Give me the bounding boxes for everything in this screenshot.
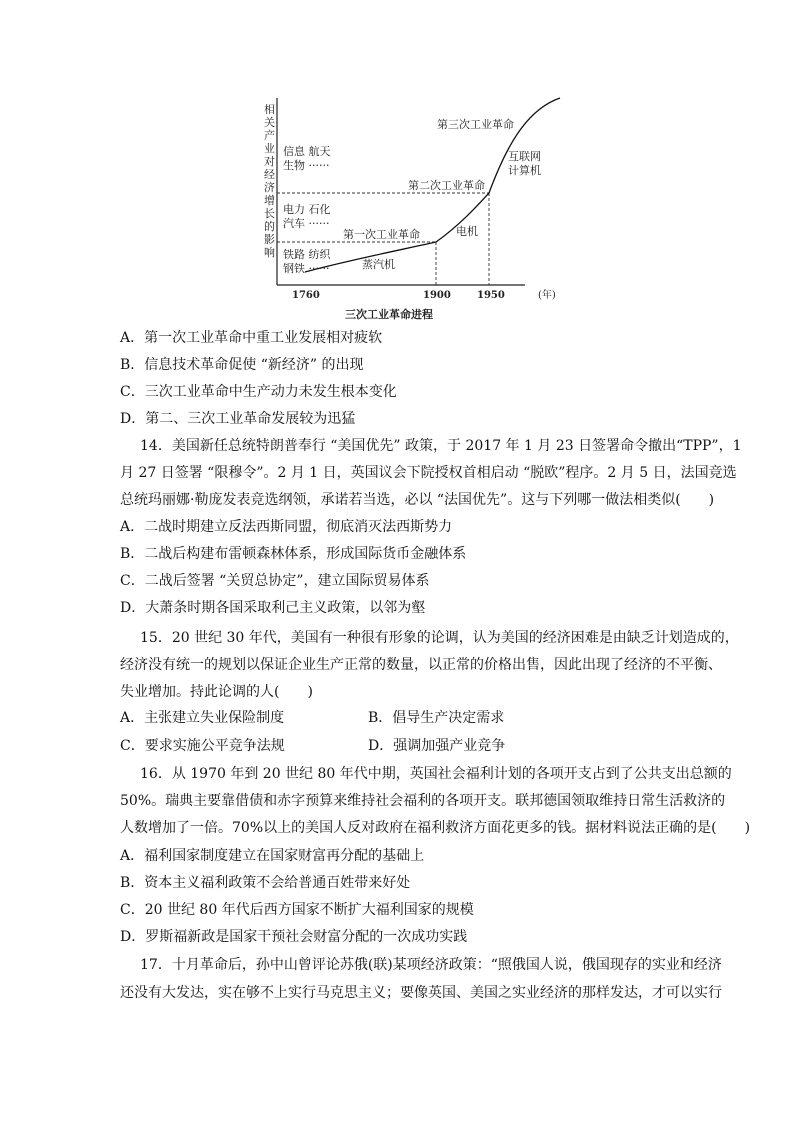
q14-stem-line1: 14．美国新任总统特朗普奉行 “美国优先” 政策，于 2017 年 1 月 23 日签署命令撤出“TPP”，1: [140, 438, 742, 454]
industry-group-1-line2: 生物 ······: [283, 159, 330, 172]
q15-stem-line2: 经济没有统一的规划以保证企业生产正常的数量，以正常的价格出售，因此出现了经济的不平衡、: [120, 657, 722, 673]
figure-caption: 三次工业革命进程: [345, 308, 433, 321]
q16-option-a[interactable]: A．福利国家制度建立在国家财富再分配的基础上: [120, 848, 425, 864]
q15-stem-line1: 15．20 世纪 30 年代，美国有一种很有形象的论调，认为美国的经济困难是由缺乏计划造成的，: [140, 630, 739, 646]
industry-group-3-line1: 铁路 纺织: [283, 248, 331, 261]
q16-stem-line1: 16．从 1970 年到 20 世纪 80 年代中期，英国社会福利计划的各项开支占到了公共支出总额的: [140, 766, 732, 782]
q13-option-a[interactable]: A．第一次工业革命中重工业发展相对疲软: [120, 330, 383, 346]
era-label-internet: 互联网: [508, 150, 541, 163]
q17-stem-line1: 17．十月革命后，孙中山曾评论苏俄(联)某项经济政策：“照俄国人说，俄国现存的实业和经济: [140, 957, 722, 973]
curve-label-second: 第二次工业革命: [408, 179, 485, 192]
q14-option-c[interactable]: C．二战后签署 “关贸总协定”，建立国际贸易体系: [120, 573, 430, 589]
x-tick-1950: 1950: [477, 290, 505, 301]
q14-option-d[interactable]: D．大萧条时期各国采取利己主义政策，以邻为壑: [120, 600, 426, 616]
industry-group-2-line1: 电力 石化: [283, 203, 331, 216]
x-axis-unit: (年): [538, 290, 556, 301]
industrial-revolution-figure: [0, 0, 794, 330]
q14-option-b[interactable]: B．二战后构建布雷顿森林体系，形成国际货币金融体系: [120, 546, 467, 562]
q15-stem-line3: 失业增加。持此论调的人( ): [120, 684, 313, 700]
q13-option-d[interactable]: D．第二、三次工业革命发展较为迅猛: [120, 411, 356, 427]
era-label-steam: 蒸汽机: [362, 258, 395, 271]
q15-option-d[interactable]: D．强调加强产业竞争: [368, 738, 506, 754]
era-label-motor: 电机: [456, 225, 478, 238]
industry-group-1-line1: 信息 航天: [283, 145, 331, 158]
q15-option-a[interactable]: A．主张建立失业保险制度: [120, 710, 285, 726]
industry-group-3-line2: 钢铁 ······: [283, 262, 330, 275]
industry-group-2-line2: 汽车 ······: [283, 217, 330, 230]
x-tick-1760: 1760: [292, 290, 320, 301]
curve-label-third: 第三次工业革命: [437, 118, 514, 131]
q14-stem-line3: 总统玛丽娜·勒庞发表竞选纲领，承诺若当选，必以 “法国优先”。这与下列哪一做法相类似( ): [120, 492, 715, 508]
q13-option-b[interactable]: B．信息技术革命促使 “新经济” 的出现: [120, 357, 364, 373]
q16-option-b[interactable]: B．资本主义福利政策不会给普通百姓带来好处: [120, 875, 411, 891]
era-label-computer: 计算机: [508, 164, 541, 177]
q16-option-d[interactable]: D．罗斯福新政是国家干预社会财富分配的一次成功实践: [120, 929, 468, 945]
q14-option-a[interactable]: A．二战时期建立反法西斯同盟，彻底消灭法西斯势力: [120, 519, 453, 535]
q15-option-b[interactable]: B．倡导生产决定需求: [368, 710, 505, 726]
q16-option-c[interactable]: C．20 世纪 80 年代后西方国家不断扩大福利国家的规模: [120, 902, 474, 918]
q16-stem-line2: 50%。瑞典主要靠借债和赤字预算来维持社会福利的各项开支。联邦德国领取维持日常生活救济的: [120, 793, 726, 809]
curve-label-first: 第一次工业革命: [343, 228, 420, 241]
x-tick-1900: 1900: [423, 290, 451, 301]
q15-option-c[interactable]: C．要求实施公平竞争法规: [120, 738, 285, 754]
y-axis-label: 相关产业对经济增长的影响: [264, 103, 275, 259]
q14-stem-line2: 月 27 日签署 “限穆令”。2 月 1 日，英国议会下院授权首相启动 “脱欧”程序。2 月 5 日，法国竞选: [120, 465, 737, 481]
q16-stem-line3: 人数增加了一倍。70%以上的美国人反对政府在福利救济方面花更多的钱。据材料说法正确的是( ): [120, 820, 751, 836]
q13-option-c[interactable]: C．三次工业革命中生产动力未发生根本变化: [120, 384, 397, 400]
q17-stem-line2: 还没有大发达，实在够不上实行马克思主义；要像英国、美国之实业经济的那样发达，才可以实行: [120, 985, 722, 1001]
